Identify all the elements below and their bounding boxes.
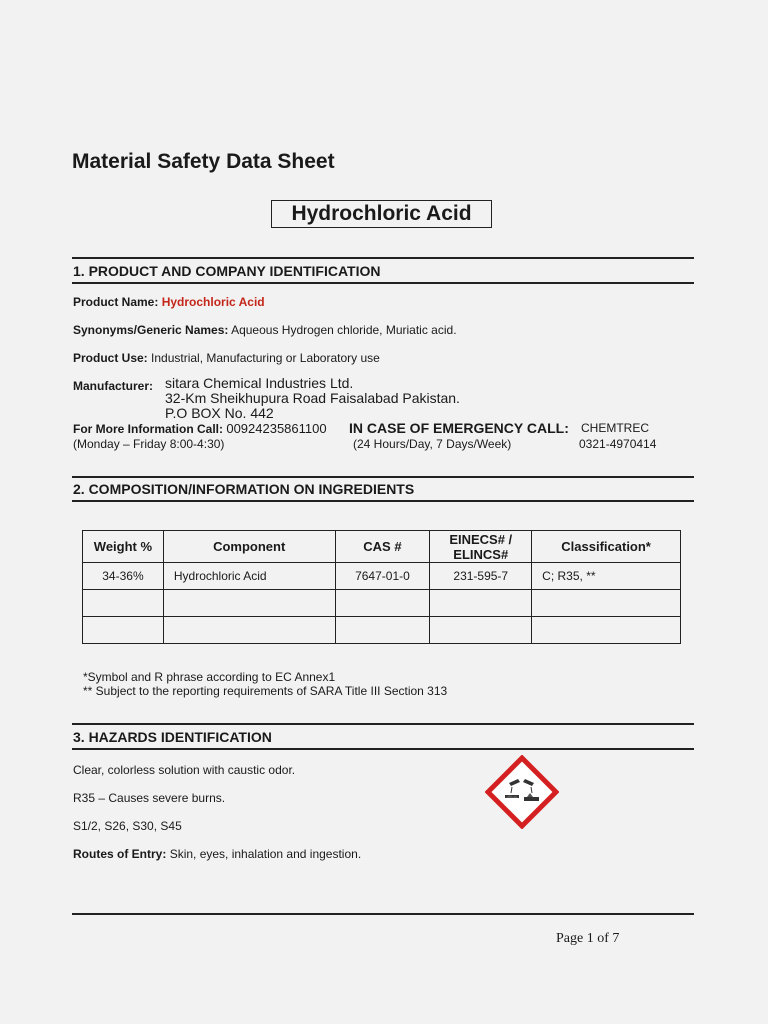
table-cell xyxy=(430,590,532,617)
column-header: Weight % xyxy=(83,531,164,563)
table-row xyxy=(83,617,681,644)
info-hours: (Monday – Friday 8:00-4:30) xyxy=(73,437,225,451)
table-cell xyxy=(163,590,335,617)
table-cell: 231-595-7 xyxy=(430,563,532,590)
routes-label: Routes of Entry: xyxy=(73,847,167,861)
table-cell xyxy=(335,617,430,644)
column-header-line: ELINCS# xyxy=(453,546,509,562)
manufacturer-address xyxy=(165,376,460,421)
manufacturer-name: sitara Chemical Industries Ltd. xyxy=(165,375,354,391)
table-cell xyxy=(532,617,681,644)
column-header: Classification* xyxy=(532,531,681,563)
section-divider xyxy=(72,500,694,502)
table-cell: 7647-01-0 xyxy=(335,563,430,590)
safety-phrases: S1/2, S26, S30, S45 xyxy=(73,819,182,833)
manufacturer-street: 32-Km Sheikhupura Road Faisalabad Pakistan. xyxy=(165,390,460,406)
section-2-heading: 2. COMPOSITION/INFORMATION ON INGREDIENTS xyxy=(73,481,415,497)
manufacturer-po-box: P.O BOX No. 442 xyxy=(165,405,274,421)
routes-value: Skin, eyes, inhalation and ingestion. xyxy=(169,847,362,861)
table-cell xyxy=(83,617,164,644)
synonyms-row xyxy=(73,323,457,337)
section-divider xyxy=(72,723,694,725)
info-call-number: 00924235861100 xyxy=(226,421,327,436)
corrosive-ghs-pictogram-icon xyxy=(485,755,559,829)
sara-note: ** Subject to the reporting requirements of SARA Title III Section 313 xyxy=(83,684,448,698)
product-name-row xyxy=(73,295,265,309)
emergency-number: 0321-4970414 xyxy=(579,437,657,451)
product-use-label: Product Use: xyxy=(73,351,148,365)
section-divider xyxy=(72,748,694,750)
table-cell xyxy=(163,617,335,644)
column-header xyxy=(430,531,532,563)
column-header: CAS # xyxy=(335,531,430,563)
product-use-row xyxy=(73,351,380,365)
product-name-value: Hydrochloric Acid xyxy=(161,295,265,309)
table-row xyxy=(83,563,681,590)
product-use-value: Industrial, Manufacturing or Laboratory use xyxy=(151,351,380,365)
product-title-box: Hydrochloric Acid xyxy=(271,200,492,228)
emergency-label: IN CASE OF EMERGENCY CALL: xyxy=(349,420,569,436)
table-cell xyxy=(532,590,681,617)
hazard-description: Clear, colorless solution with caustic odor. xyxy=(73,763,296,777)
manufacturer-label: Manufacturer: xyxy=(73,379,154,393)
column-header-line: EINECS# / xyxy=(449,531,513,547)
table-cell: Hydrochloric Acid xyxy=(163,563,335,590)
info-call-label: For More Information Call: xyxy=(73,422,223,436)
page-number: Page 1 of 7 xyxy=(556,931,620,946)
section-divider xyxy=(72,257,694,259)
table-cell xyxy=(83,590,164,617)
section-1-heading: 1. PRODUCT AND COMPANY IDENTIFICATION xyxy=(73,263,381,279)
section-divider xyxy=(72,476,694,478)
table-row xyxy=(83,590,681,617)
routes-of-entry-row xyxy=(73,847,361,861)
document-title: Material Safety Data Sheet xyxy=(72,150,335,173)
footer-divider xyxy=(72,913,694,915)
emergency-service: CHEMTREC xyxy=(581,421,649,435)
table-header-row xyxy=(83,531,681,563)
composition-table xyxy=(82,530,681,644)
section-divider xyxy=(72,282,694,284)
table-cell: C; R35, ** xyxy=(532,563,681,590)
table-cell: 34-36% xyxy=(83,563,164,590)
table-cell xyxy=(430,617,532,644)
classification-note: *Symbol and R phrase according to EC Annex1 xyxy=(83,670,336,684)
synonyms-label: Synonyms/Generic Names: xyxy=(73,323,229,337)
risk-phrase: R35 – Causes severe burns. xyxy=(73,791,226,805)
section-3-heading: 3. HAZARDS IDENTIFICATION xyxy=(73,729,272,745)
table-cell xyxy=(335,590,430,617)
product-name-label: Product Name: xyxy=(73,295,159,309)
synonyms-value: Aqueous Hydrogen chloride, Muriatic acid. xyxy=(231,323,457,337)
info-call-row xyxy=(73,421,327,436)
emergency-hours: (24 Hours/Day, 7 Days/Week) xyxy=(353,437,512,451)
column-header: Component xyxy=(163,531,335,563)
